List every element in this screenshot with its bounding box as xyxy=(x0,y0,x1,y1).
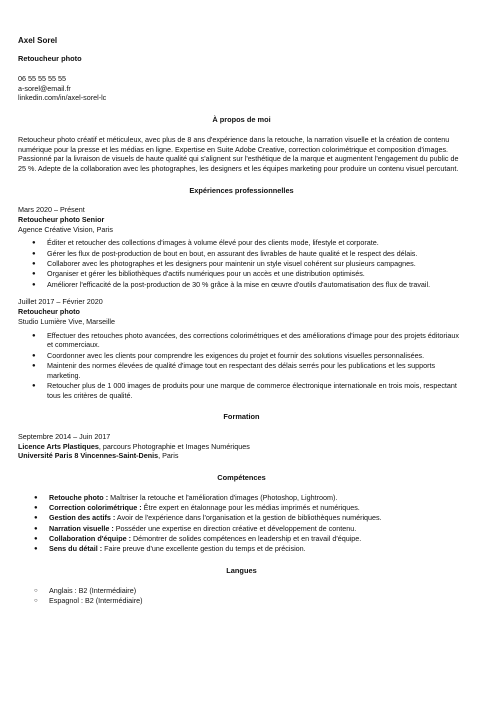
list-item xyxy=(49,503,465,513)
education-school: Université Paris 8 Vincennes-Saint-Denis xyxy=(18,451,159,461)
skill-text: Posséder une expertise en direction créative et développement de contenu. xyxy=(113,523,357,533)
skill-text: Avoir de l'expérience dans l'organisation et la gestion de bibliothèques numériques. xyxy=(115,513,382,523)
skill-name: Correction colorimétrique : xyxy=(49,503,142,513)
job-title: Retoucheur photo Senior xyxy=(18,215,105,225)
list-item: ● Effectuer des retouches photo avancées, des corrections colorimétriques et des améliorations d'image pour des projets éditoriaux et commerciaux. xyxy=(47,331,465,350)
job-dates: Mars 2020 – Présent xyxy=(18,205,85,215)
job-dates: Juillet 2017 – Février 2020 xyxy=(18,297,103,307)
job-company: Studio Lumière Vive, Marseille xyxy=(18,316,115,326)
job-entry xyxy=(18,297,465,400)
list-item: ○ Anglais : B2 (Intermédiaire) xyxy=(49,586,465,596)
job-title: Retoucheur photo xyxy=(18,307,80,317)
list-item: ● Maintenir des normes élevées de qualité d'image tout en respectant des délais serrés pour les publications et les supports marketing. xyxy=(47,361,465,380)
email[interactable]: a-sorel@email.fr xyxy=(18,83,71,93)
list-item: ● Collaborer avec les photographes et les designers pour maintenir un style visuel cohérent sur plusieurs campagnes. xyxy=(47,259,465,269)
job-bullets xyxy=(18,331,465,401)
experience-title: Expériences professionnelles xyxy=(189,185,294,195)
candidate-name: Axel Sorel xyxy=(18,36,58,45)
skills-list xyxy=(18,493,465,554)
languages-list xyxy=(18,586,465,606)
list-item: ● Organiser et gérer les bibliothèques d'actifs numériques pour un accès et une distribution optimisés. xyxy=(47,269,465,279)
languages-title: Langues xyxy=(226,566,257,576)
job-company: Agence Créative Vision, Paris xyxy=(18,224,113,234)
job-entry xyxy=(18,205,465,289)
list-item: ● Coordonner avec les clients pour comprendre les exigences du projet et fournir des solutions visuelles personnalisées. xyxy=(47,351,465,361)
skill-name: Retouche photo : xyxy=(49,492,109,502)
list-item xyxy=(49,513,465,523)
list-item xyxy=(49,544,465,554)
skill-name: Narration visuelle : xyxy=(49,523,114,533)
list-item xyxy=(49,534,465,544)
skill-name: Collaboration d'équipe : xyxy=(49,534,131,544)
list-item: ● Gérer les flux de post-production de bout en bout, en assurant des livrables de haute qualité et le respect des délais. xyxy=(47,249,465,259)
education-degree-detail: , parcours Photographie et Images Numériques xyxy=(98,441,250,451)
education-degree: Licence Arts Plastiques xyxy=(18,441,99,451)
phone: 06 55 55 55 55 xyxy=(18,74,66,84)
education-dates: Septembre 2014 – Juin 2017 xyxy=(18,432,111,442)
education-school-city: , Paris xyxy=(158,451,179,461)
contact-block xyxy=(18,74,465,103)
skill-name: Gestion des actifs : xyxy=(49,513,116,523)
about-title: À propos de moi xyxy=(212,115,271,125)
education-school-line xyxy=(18,451,465,461)
skill-text: Démontrer de solides compétences en leadership et en travail d'équipe. xyxy=(130,534,362,544)
about-text: Retoucheur photo créatif et méticuleux, avec plus de 8 ans d'expérience dans la retouche, la narration visuelle et la création de contenu numérique pour la presse et les médias en ligne. Expertise en Suite Adobe Creative, correction colorimétrique et composition d'images. Passionné par la livraison de visuels de haute qualité qui s'alignent sur l'esthétique de la marque et augmentent l'engagement du public de 25 %. Adepte de la collaboration avec les photographes, les designers et les équipes marketing pour produire un contenu visuel percutant. xyxy=(18,134,459,173)
list-item: ● Éditer et retoucher des collections d'images à volume élevé pour des clients mode, lifestyle et corporate. xyxy=(47,238,465,248)
list-item xyxy=(49,524,465,534)
list-item: ● Retoucher plus de 1 000 images de produits pour une marque de commerce électronique internationale en trois mois, respectant tous les critères de qualité. xyxy=(47,381,465,400)
linkedin[interactable]: linkedin.com/in/axel-sorel-lc xyxy=(18,93,107,103)
education-entry xyxy=(18,432,465,461)
education-title: Formation xyxy=(223,412,260,422)
list-item: ● Améliorer l'efficacité de la post-production de 30 % grâce à la mise en œuvre d'outils d'automatisation des flux de travail. xyxy=(47,280,465,290)
job-bullets xyxy=(18,238,465,289)
skill-text: Faire preuve d'une excellente gestion du temps et de précision. xyxy=(102,544,306,554)
list-item: ○ Espagnol : B2 (Intermédiaire) xyxy=(49,596,465,606)
candidate-role: Retoucheur photo xyxy=(18,54,82,64)
skill-name: Sens du détail : xyxy=(49,544,103,554)
skill-text: Maîtriser la retouche et l'amélioration d'images (Photoshop, Lightroom). xyxy=(108,492,338,502)
skills-title: Compétences xyxy=(217,473,266,483)
list-item xyxy=(49,493,465,503)
skill-text: Être expert en étalonnage pour les médias imprimés et numériques. xyxy=(141,503,360,513)
education-degree-line xyxy=(18,442,465,452)
